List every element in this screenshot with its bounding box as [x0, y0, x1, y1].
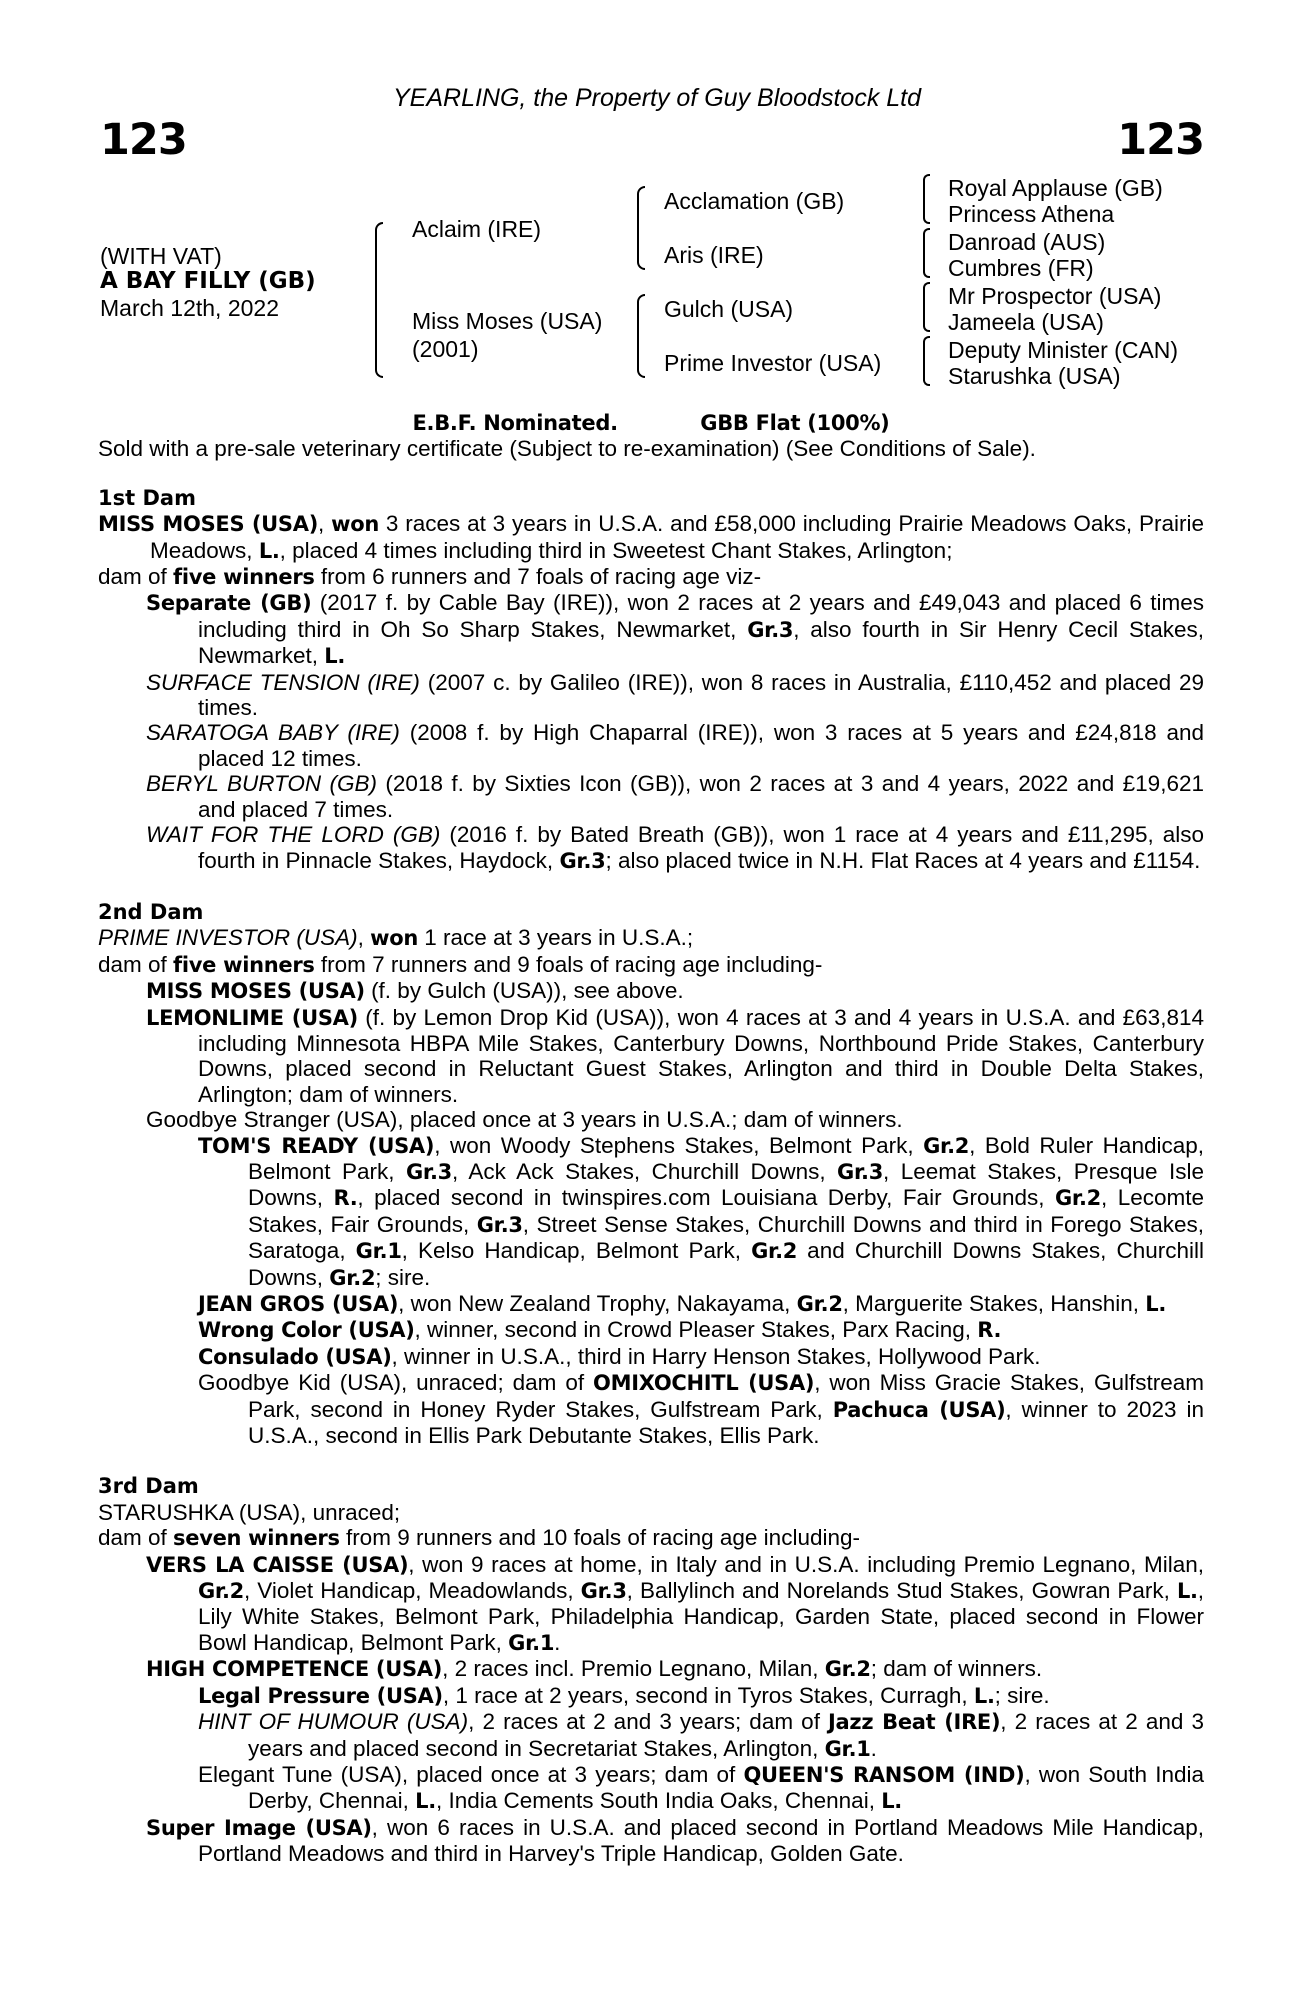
bold-run: L. [973, 1683, 995, 1708]
text-run: dam of [98, 564, 174, 590]
pedigree-g3-2: Princess Athena [948, 201, 1115, 227]
text-run: (f. by Gulch (USA)), see above. [364, 978, 684, 1004]
italic-run: PRIME INVESTOR (USA) [98, 925, 358, 951]
text-run: . [554, 1629, 561, 1655]
text-run: (2008 f. by High Chaparral (IRE)), won 3 races at 5 years and £24,818 and placed 12 times. [198, 720, 1204, 771]
produce-record [98, 978, 1204, 1004]
bold-run: Consulado (USA) [198, 1344, 392, 1369]
bold-run: Gr.2 [329, 1265, 376, 1290]
bold-run: Gr.1 [355, 1239, 402, 1264]
text-run: from 9 runners and 10 foals of racing age including- [339, 1525, 860, 1551]
text-run: , placed 4 times including third in Sweetest Chant Stakes, Arlington; [279, 537, 953, 563]
bold-run: Gr.2 [1055, 1186, 1101, 1211]
text-run: , placed second in twinspires.com Louisiana Derby, Fair Grounds, [357, 1185, 1055, 1211]
pedigree-dam-year: (2001) [412, 336, 479, 362]
produce-record [98, 1133, 1204, 1291]
text-run: , also fourth in Sir Henry Cecil Stakes, Newmarket, [198, 616, 1204, 669]
produce-record [98, 925, 1204, 951]
pedigree-g3-6: Jameela (USA) [948, 309, 1104, 335]
pedigree-sire-dam: Aris (IRE) [664, 242, 764, 268]
produce-record [98, 1107, 1204, 1132]
pedigree-dam-dam: Prime Investor (USA) [664, 350, 882, 376]
text-run: and Churchill Downs Stakes, Churchill Downs, [248, 1238, 1204, 1290]
produce-record [98, 1762, 1204, 1815]
lot-number-right: 123 [1117, 115, 1204, 165]
bold-run: Gr.2 [824, 1657, 871, 1682]
text-run: dam of [98, 1525, 174, 1551]
bold-run: Gr.1 [508, 1630, 555, 1655]
produce-record [98, 564, 1204, 590]
text-run: , winner to 2023 in U.S.A., second in Ellis Park Debutante Stakes, Ellis Park. [248, 1396, 1204, 1449]
text-run: (2017 f. by Cable Bay (IRE)), won 2 races at 2 years and £49,043 and placed 6 times including third in Oh So Sharp Stakes, Newmarket, [198, 590, 1204, 642]
section-heading: 2nd Dam [98, 899, 204, 924]
bold-run: Wrong Color (USA) [198, 1318, 415, 1343]
bold-run: LEMONLIME (USA) [146, 1005, 358, 1030]
produce-record [98, 771, 1204, 822]
text-run: , 2 races incl. Premio Legnano, Milan, [442, 1656, 825, 1682]
bold-run: Pachuca (USA) [832, 1397, 1006, 1422]
produce-record [98, 1525, 1204, 1551]
produce-record [98, 1317, 1204, 1343]
bold-run: L. [1176, 1579, 1198, 1604]
pedigree-brace-g3-2 [923, 228, 930, 278]
produce-record [98, 1291, 1204, 1317]
text-run: 1 race at 3 years in U.S.A.; [418, 925, 694, 951]
catalogue-body [98, 410, 1204, 1867]
text-run: , won New Zealand Trophy, Nakayama, [398, 1291, 797, 1316]
text-run: , Kelso Handicap, Belmont Park, [401, 1238, 752, 1264]
bold-run: Gr.2 [923, 1133, 970, 1158]
bold-run: Separate (GB) [146, 591, 312, 616]
italic-run: WAIT FOR THE LORD (GB) [146, 822, 441, 848]
text-run: STARUSHKA (USA), unraced; [98, 1499, 401, 1525]
bold-run: MISS MOSES (USA) [98, 512, 318, 537]
section-heading: 3rd Dam [98, 1474, 199, 1499]
produce-record [98, 1683, 1204, 1709]
text-run: dam of [98, 951, 174, 977]
text-run: , winner, second in Crowd Pleaser Stakes, Parx Racing, [414, 1317, 978, 1343]
text-run: , Ballylinch and Norelands Stud Stakes, Gowran Park, [626, 1578, 1177, 1604]
bold-run: seven winners [173, 1526, 340, 1551]
bold-run: VERS LA CAISSE (USA) [146, 1552, 409, 1577]
text-run: , Street Sense Stakes, Churchill Downs and third in Forego Stakes, Saratoga, [248, 1211, 1204, 1264]
text-run: , Violet Handicap, Meadowlands, [244, 1578, 581, 1604]
text-run: , 1 race at 2 years, second in Tyros Stakes, Curragh, [442, 1682, 974, 1708]
pedigree-g3-8: Starushka (USA) [948, 363, 1121, 389]
bold-run: Gr.3 [476, 1212, 523, 1237]
produce-record [98, 720, 1204, 771]
pedigree-g3-4: Cumbres (FR) [948, 255, 1094, 281]
pedigree-g3-7: Deputy Minister (CAN) [948, 337, 1179, 363]
bold-run: OMIXOCHITL (USA) [593, 1371, 815, 1396]
text-run: , won 9 races at home, in Italy and in U.S.A. including Premio Legnano, Milan, [408, 1551, 1204, 1577]
ebf-nominated: E.B.F. Nominated. [412, 411, 618, 435]
text-run: , India Cements South India Oaks, Chennai, [435, 1788, 882, 1814]
bold-run: five winners [173, 565, 315, 590]
produce-record [98, 822, 1204, 874]
pedigree-dam: Miss Moses (USA) [412, 308, 603, 334]
text-run: Goodbye Stranger (USA), placed once at 3 years in U.S.A.; dam of winners. [146, 1107, 903, 1133]
bold-run: HIGH COMPETENCE (USA) [146, 1657, 443, 1682]
bold-run: Gr.3 [405, 1159, 452, 1184]
lot-number-left: 123 [100, 115, 187, 165]
text-run: ; sire. [994, 1682, 1050, 1708]
text-run: , won South India Derby, Chennai, [248, 1761, 1204, 1814]
text-run: 3 races at 3 years in U.S.A. and £58,000 including Prairie Meadows Oaks, Prairie Meadows, [150, 511, 1204, 563]
bold-run: QUEEN'S RANSOM (IND) [743, 1762, 1025, 1787]
foaling-date: March 12th, 2022 [100, 295, 280, 321]
pedigree-g3-5: Mr Prospector (USA) [948, 283, 1162, 309]
vat-label: (WITH VAT) [100, 243, 222, 269]
dam-sections [98, 486, 1204, 1867]
pedigree-brace-g3-1 [923, 174, 930, 224]
text-run: Elegant Tune (USA), placed once at 3 years; dam of [198, 1761, 744, 1787]
text-run: from 7 runners and 9 foals of racing age including- [314, 951, 823, 977]
italic-run: HINT OF HUMOUR (USA) [198, 1709, 469, 1735]
bold-run: Gr.2 [796, 1292, 843, 1316]
text-run: , Lecomte Stakes, Fair Grounds, [248, 1185, 1204, 1237]
text-run: . [870, 1735, 877, 1761]
text-run: ; sire. [375, 1264, 431, 1290]
text-run: , Marguerite Stakes, Hanshin, [842, 1291, 1146, 1316]
text-run: , Leemat Stakes, Presque Isle Downs, [248, 1158, 1204, 1211]
produce-record [98, 590, 1204, 669]
pedigree-sire: Aclaim (IRE) [412, 216, 542, 242]
nomination-line [98, 410, 1204, 436]
vet-certificate-note: Sold with a pre-sale veterinary certificate (Subject to re-examination) (See Conditions of Sale). [98, 436, 1036, 462]
text-run: , Bold Ruler Handicap, Belmont Park, [248, 1132, 1204, 1184]
text-run: (2016 f. by Bated Breath (GB)), won 1 race at 4 years and £11,295, also fourth in Pinnacle Stakes, Haydock, [198, 822, 1204, 873]
bold-run: MISS MOSES (USA) [146, 979, 365, 1004]
bold-run: JEAN GROS (USA) [198, 1292, 399, 1316]
bold-run: Super Image (USA) [146, 1815, 372, 1840]
text-run: ; also placed twice in N.H. Flat Races at 4 years and £1154. [605, 847, 1201, 873]
bold-run: L. [258, 538, 280, 563]
text-run: , 2 races at 2 and 3 years and placed second in Secretariat Stakes, Arlington, [248, 1709, 1204, 1761]
section-heading: 1st Dam [98, 485, 196, 510]
text-run: , winner in U.S.A., third in Harry Henson Stakes, Hollywood Park. [391, 1343, 1041, 1369]
bold-run: L. [324, 644, 346, 669]
bold-run: Jazz Beat (IRE) [828, 1710, 1001, 1735]
italic-run: SARATOGA BABY (IRE) [146, 720, 400, 746]
italic-run: BERYL BURTON (GB) [146, 771, 378, 797]
produce-record [98, 1815, 1204, 1867]
text-run: , [318, 511, 332, 537]
text-run: , won 6 races in U.S.A. and placed second in Portland Meadows Mile Handicap, Portland Meadows and third in Harvey's Triple Handicap, Golden Gate. [198, 1814, 1204, 1867]
text-run: , won Miss Gracie Stakes, Gulfstream Park, second in Honey Ryder Stakes, Gulfstream Park, [248, 1370, 1205, 1422]
pedigree-brace-g3-4 [923, 336, 930, 386]
bold-run: L. [1145, 1292, 1167, 1316]
bold-run: Gr.1 [824, 1736, 871, 1761]
bold-run: R. [333, 1186, 358, 1211]
produce-record [98, 952, 1204, 978]
pedigree-brace-g3-3 [923, 282, 930, 332]
text-run: Goodbye Kid (USA), unraced; dam of [198, 1370, 594, 1396]
pedigree-brace-gen1 [375, 222, 383, 378]
page-header-title: YEARLING, the Property of Guy Bloodstock Ltd [392, 84, 922, 112]
text-run: , [357, 925, 371, 951]
text-run: (2018 f. by Sixties Icon (GB)), won 2 races at 3 and 4 years, 2022 and £19,621 and placed 7 times. [198, 771, 1204, 822]
produce-record [98, 670, 1204, 721]
produce-record [98, 1370, 1204, 1448]
text-run: (f. by Lemon Drop Kid (USA)), won 4 races at 3 and 4 years in U.S.A. and £63,814 including Minnesota HBPA Mile Stakes, Canterbury Downs, Northbound Pride Stakes, Canterbury Downs, placed second in Reluctant Guest Stakes, Arlington and third in Double Delta Stakes, Arlington; dam of winners. [198, 1004, 1204, 1107]
pedigree-dam-sire: Gulch (USA) [664, 296, 794, 322]
text-run: from 6 runners and 7 foals of racing age viz- [314, 564, 762, 590]
produce-record [98, 1344, 1204, 1370]
bold-run: five winners [173, 952, 315, 977]
gbb-flat: GBB Flat (100%) [700, 411, 890, 435]
text-run: , won Woody Stephens Stakes, Belmont Park, [434, 1132, 924, 1158]
pedigree-brace-sire [637, 186, 645, 270]
bold-run: R. [977, 1318, 1002, 1343]
bold-run: Gr.2 [751, 1239, 798, 1264]
pedigree-g3-3: Danroad (AUS) [948, 229, 1106, 255]
bold-run: TOM'S READY (USA) [198, 1133, 435, 1158]
produce-record [98, 1656, 1204, 1682]
produce-record [98, 1709, 1204, 1762]
pedigree-g3-1: Royal Applause (GB) [948, 175, 1163, 201]
produce-record [98, 511, 1204, 564]
horse-name: A BAY FILLY (GB) [100, 268, 316, 294]
produce-record [98, 1552, 1204, 1657]
bold-run: won [331, 512, 379, 537]
bold-run: Gr.2 [198, 1579, 244, 1604]
pedigree-brace-dam [637, 294, 645, 378]
text-run: ; dam of winners. [870, 1656, 1043, 1682]
produce-record [98, 1500, 1204, 1525]
text-run: , Ack Ack Stakes, Churchill Downs, [451, 1158, 838, 1184]
italic-run: SURFACE TENSION (IRE) [146, 669, 420, 695]
pedigree-sire-sire: Acclamation (GB) [664, 188, 845, 214]
text-run: , Lily White Stakes, Belmont Park, Philadelphia Handicap, Garden State, placed second in Flower Bowl Handicap, Belmont Park, [198, 1578, 1204, 1655]
bold-run: Gr.3 [747, 617, 794, 642]
text-run: (2007 c. by Galileo (IRE)), won 8 races in Australia, £110,452 and placed 29 times. [198, 669, 1204, 721]
produce-record [98, 1005, 1204, 1108]
bold-run: Gr.3 [559, 848, 606, 873]
bold-run: L. [881, 1789, 902, 1814]
bold-run: Gr.3 [837, 1159, 884, 1184]
bold-run: Legal Pressure (USA) [198, 1683, 443, 1708]
bold-run: Gr.3 [580, 1579, 627, 1604]
text-run: , 2 races at 2 and 3 years; dam of [468, 1709, 829, 1735]
bold-run: won [370, 926, 419, 951]
bold-run: L. [415, 1789, 436, 1814]
